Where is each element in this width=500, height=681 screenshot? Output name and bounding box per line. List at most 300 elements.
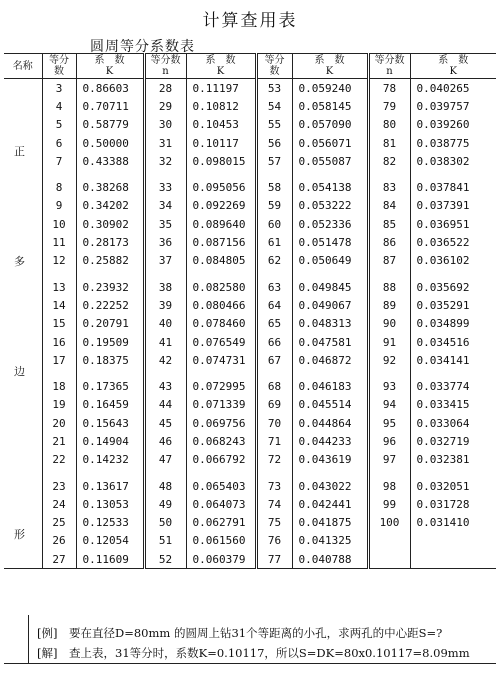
coefficient-cell: 0.043022 [292, 477, 368, 495]
division-count-cell: 20 [42, 414, 76, 432]
division-count-cell: 38 [144, 278, 186, 296]
coefficient-cell: 0.060379 [186, 550, 256, 569]
name-cell [4, 278, 42, 296]
table-row [4, 252, 496, 270]
coefficient-cell: 0.38268 [76, 178, 144, 196]
spacer-cell [42, 270, 76, 278]
division-count-cell: 81 [368, 134, 410, 152]
coefficient-cell: 0.28173 [76, 233, 144, 251]
spacer-cell [186, 369, 256, 377]
division-count-cell: 35 [144, 215, 186, 233]
coefficient-cell: 0.032381 [410, 451, 496, 469]
coefficient-cell: 0.035692 [410, 278, 496, 296]
division-count-cell: 68 [256, 377, 292, 395]
name-cell [4, 432, 42, 450]
coefficient-cell: 0.037391 [410, 197, 496, 215]
group-spacer [4, 469, 496, 477]
name-cell [4, 79, 42, 98]
spacer-cell [186, 170, 256, 178]
coefficient-cell: 0.037841 [410, 178, 496, 196]
coefficient-cell: 0.080466 [186, 296, 256, 314]
spacer-cell [4, 170, 42, 178]
division-count-cell: 53 [256, 79, 292, 98]
division-count-cell: 49 [144, 495, 186, 513]
division-count-cell: 94 [368, 396, 410, 414]
name-cell [4, 495, 42, 513]
division-count-cell: 19 [42, 396, 76, 414]
division-count-cell: 16 [42, 333, 76, 351]
name-cell [4, 414, 42, 432]
coefficient-cell: 0.70711 [76, 97, 144, 115]
name-char-2: 多 [14, 255, 25, 268]
group-spacer [4, 270, 496, 278]
coefficient-cell: 0.19509 [76, 333, 144, 351]
spacer-cell [368, 469, 410, 477]
coefficient-cell: 0.055087 [292, 152, 368, 170]
coefficient-cell: 0.041875 [292, 514, 368, 532]
coefficient-cell: 0.036951 [410, 215, 496, 233]
header-n-3-top: 等分 [264, 55, 285, 66]
coefficient-cell: 0.098015 [186, 152, 256, 170]
division-count-cell: 55 [256, 116, 292, 134]
coefficient-cell: 0.035291 [410, 296, 496, 314]
name-char-3: 边 [14, 365, 25, 378]
coefficient-cell: 0.11197 [186, 79, 256, 98]
division-count-cell: 29 [144, 97, 186, 115]
spacer-cell [186, 270, 256, 278]
header-k-4-top: 系 数 [438, 55, 469, 66]
header-n-1-bottom: 数 [54, 66, 64, 77]
coefficient-cell: 0.031410 [410, 514, 496, 532]
name-cell [4, 477, 42, 495]
coefficient-cell: 0.061560 [186, 532, 256, 550]
division-count-cell: 54 [256, 97, 292, 115]
division-count-cell: 56 [256, 134, 292, 152]
spacer-cell [368, 270, 410, 278]
division-count-cell: 51 [144, 532, 186, 550]
coefficient-cell: 0.078460 [186, 315, 256, 333]
spacer-cell [256, 369, 292, 377]
division-count-cell: 43 [144, 377, 186, 395]
worked-example [4, 615, 496, 664]
header-k-3-top: 系 数 [314, 55, 345, 66]
coefficient-cell: 0.041325 [292, 532, 368, 550]
coefficient-cell: 0.58779 [76, 116, 144, 134]
header-k-4-bottom: K [449, 66, 457, 77]
coefficient-cell: 0.047581 [292, 333, 368, 351]
spacer-cell [410, 170, 496, 178]
spacer-cell [4, 270, 42, 278]
header-k-1-top: 系 数 [94, 55, 125, 66]
table-row [4, 414, 496, 432]
coefficient-cell: 0.043619 [292, 451, 368, 469]
table-row [4, 532, 496, 550]
example-text: 要在直径D=80mm 的圆周上钻31个等距离的小孔，求两孔的中心距S=? [69, 626, 443, 640]
table-row [4, 233, 496, 251]
division-count-cell: 36 [144, 233, 186, 251]
coefficient-cell: 0.058145 [292, 97, 368, 115]
coefficient-cell: 0.034141 [410, 351, 496, 369]
name-cell [4, 377, 42, 395]
division-count-cell: 82 [368, 152, 410, 170]
table-title: 圆周等分系数表 [90, 39, 195, 55]
division-count-cell: 42 [144, 351, 186, 369]
coefficient-cell: 0.069756 [186, 414, 256, 432]
spacer-cell [410, 469, 496, 477]
division-count-cell: 63 [256, 278, 292, 296]
division-count-cell: 74 [256, 495, 292, 513]
division-count-cell: 41 [144, 333, 186, 351]
coefficient-cell: 0.13617 [76, 477, 144, 495]
header-n-1 [42, 54, 76, 79]
division-count-cell [368, 550, 410, 569]
division-count-cell: 33 [144, 178, 186, 196]
coefficient-cell: 0.044233 [292, 432, 368, 450]
spacer-cell [410, 369, 496, 377]
division-count-cell: 37 [144, 252, 186, 270]
division-count-cell: 22 [42, 451, 76, 469]
spacer-cell [4, 469, 42, 477]
coefficient-cell: 0.86603 [76, 79, 144, 98]
table-row [4, 351, 496, 369]
table-row [4, 116, 496, 134]
table-row [4, 97, 496, 115]
division-count-cell: 92 [368, 351, 410, 369]
coefficient-cell: 0.036522 [410, 233, 496, 251]
table-row [4, 377, 496, 395]
division-count-cell: 65 [256, 315, 292, 333]
table-row [4, 451, 496, 469]
spacer-cell [144, 270, 186, 278]
header-n-4-bottom: n [386, 66, 393, 77]
coefficient-cell: 0.30902 [76, 215, 144, 233]
division-count-cell: 78 [368, 79, 410, 98]
coefficient-cell: 0.038302 [410, 152, 496, 170]
coefficient-cell: 0.20791 [76, 315, 144, 333]
coefficient-cell: 0.039260 [410, 116, 496, 134]
table-row [4, 178, 496, 196]
header-n-4 [368, 54, 410, 79]
header-n-4-top: 等分数 [374, 55, 405, 66]
division-count-cell: 8 [42, 178, 76, 196]
header-name-label: 名称 [12, 60, 33, 72]
coefficient-cell: 0.10453 [186, 116, 256, 134]
division-count-cell: 98 [368, 477, 410, 495]
spacer-cell [368, 170, 410, 178]
coefficient-cell: 0.031728 [410, 495, 496, 513]
division-count-cell: 57 [256, 152, 292, 170]
coefficient-cell: 0.23932 [76, 278, 144, 296]
coefficient-cell: 0.50000 [76, 134, 144, 152]
spacer-cell [76, 270, 144, 278]
coefficient-cell: 0.076549 [186, 333, 256, 351]
coefficient-cell: 0.044864 [292, 414, 368, 432]
name-cell [4, 550, 42, 569]
division-count-cell: 91 [368, 333, 410, 351]
division-count-cell: 97 [368, 451, 410, 469]
division-count-cell: 58 [256, 178, 292, 196]
division-count-cell: 99 [368, 495, 410, 513]
coefficient-cell: 0.15643 [76, 414, 144, 432]
header-k-2-top: 系 数 [205, 55, 236, 66]
coefficient-cell: 0.089640 [186, 215, 256, 233]
name-cell [4, 215, 42, 233]
coefficient-cell: 0.072995 [186, 377, 256, 395]
coefficient-cell: 0.22252 [76, 296, 144, 314]
division-count-cell: 87 [368, 252, 410, 270]
spacer-cell [256, 170, 292, 178]
division-count-cell: 64 [256, 296, 292, 314]
spacer-cell [292, 469, 368, 477]
coefficient-cell: 0.036102 [410, 252, 496, 270]
division-count-cell: 50 [144, 514, 186, 532]
table-header-row [4, 54, 496, 79]
division-count-cell: 73 [256, 477, 292, 495]
coefficient-cell: 0.057090 [292, 116, 368, 134]
division-count-cell: 26 [42, 532, 76, 550]
coefficient-cell: 0.054138 [292, 178, 368, 196]
coefficient-cell: 0.13053 [76, 495, 144, 513]
coefficient-cell: 0.046183 [292, 377, 368, 395]
coefficient-cell: 0.033774 [410, 377, 496, 395]
coefficient-cell: 0.16459 [76, 396, 144, 414]
coefficient-cell: 0.43388 [76, 152, 144, 170]
spacer-cell [42, 469, 76, 477]
coefficient-cell: 0.050649 [292, 252, 368, 270]
coefficient-cell: 0.034516 [410, 333, 496, 351]
division-count-cell: 28 [144, 79, 186, 98]
name-char-1: 正 [14, 145, 25, 158]
division-count-cell: 86 [368, 233, 410, 251]
division-count-cell: 83 [368, 178, 410, 196]
coefficient-cell: 0.064073 [186, 495, 256, 513]
coefficient-cell: 0.034899 [410, 315, 496, 333]
division-count-cell: 75 [256, 514, 292, 532]
division-count-cell: 13 [42, 278, 76, 296]
division-count-cell [368, 532, 410, 550]
coefficient-cell: 0.056071 [292, 134, 368, 152]
solution-tag: [解] [37, 646, 58, 660]
spacer-cell [76, 170, 144, 178]
division-count-cell: 59 [256, 197, 292, 215]
group-spacer [4, 170, 496, 178]
coefficient-cell: 0.039757 [410, 97, 496, 115]
coefficient-cell: 0.11609 [76, 550, 144, 569]
division-count-cell: 80 [368, 116, 410, 134]
coefficient-cell [410, 550, 496, 569]
coefficient-cell: 0.040265 [410, 79, 496, 98]
division-count-cell: 77 [256, 550, 292, 569]
coefficient-cell: 0.25882 [76, 252, 144, 270]
division-count-cell: 47 [144, 451, 186, 469]
coefficient-cell: 0.038775 [410, 134, 496, 152]
division-count-cell: 12 [42, 252, 76, 270]
division-count-cell: 23 [42, 477, 76, 495]
coefficient-cell: 0.071339 [186, 396, 256, 414]
coefficient-cell: 0.051478 [292, 233, 368, 251]
example-tag: [例] [37, 626, 58, 640]
header-n-2 [144, 54, 186, 79]
table-row [4, 495, 496, 513]
coefficient-cell: 0.087156 [186, 233, 256, 251]
name-cell [4, 197, 42, 215]
name-cell [4, 451, 42, 469]
division-count-cell: 3 [42, 79, 76, 98]
spacer-cell [42, 170, 76, 178]
header-n-3-bottom: 数 [269, 66, 280, 77]
header-n-3 [256, 54, 292, 79]
spacer-cell [144, 369, 186, 377]
coefficient-cell: 0.049845 [292, 278, 368, 296]
header-k-3 [292, 54, 368, 79]
header-name [4, 54, 42, 79]
division-count-cell: 88 [368, 278, 410, 296]
name-cell [4, 333, 42, 351]
coefficient-cell: 0.14904 [76, 432, 144, 450]
coefficient-cell: 0.042441 [292, 495, 368, 513]
spacer-cell [186, 469, 256, 477]
spacer-cell [368, 369, 410, 377]
division-count-cell: 95 [368, 414, 410, 432]
spacer-cell [292, 369, 368, 377]
coefficient-cell: 0.053222 [292, 197, 368, 215]
coefficient-cell: 0.092269 [186, 197, 256, 215]
division-count-cell: 44 [144, 396, 186, 414]
coefficient-cell: 0.046872 [292, 351, 368, 369]
division-count-cell: 6 [42, 134, 76, 152]
division-count-cell: 10 [42, 215, 76, 233]
group-spacer [4, 369, 496, 377]
coefficient-cell: 0.032051 [410, 477, 496, 495]
division-count-cell: 40 [144, 315, 186, 333]
table-row [4, 477, 496, 495]
division-count-cell: 39 [144, 296, 186, 314]
division-count-cell: 27 [42, 550, 76, 569]
spacer-cell [292, 270, 368, 278]
table-body [4, 79, 496, 569]
header-n-1-top: 等分 [49, 55, 69, 66]
solution-line [37, 645, 470, 661]
division-count-cell: 76 [256, 532, 292, 550]
coefficient-cell: 0.084805 [186, 252, 256, 270]
coefficient-cell: 0.052336 [292, 215, 368, 233]
coefficient-cell: 0.12533 [76, 514, 144, 532]
name-char-4: 形 [14, 528, 25, 541]
spacer-cell [76, 469, 144, 477]
coefficient-cell: 0.049067 [292, 296, 368, 314]
name-cell [4, 396, 42, 414]
header-k-2 [186, 54, 256, 79]
spacer-cell [256, 469, 292, 477]
spacer-cell [292, 170, 368, 178]
table-row [4, 296, 496, 314]
coefficient-cell: 0.040788 [292, 550, 368, 569]
division-count-cell: 84 [368, 197, 410, 215]
coefficient-cell: 0.095056 [186, 178, 256, 196]
division-count-cell: 71 [256, 432, 292, 450]
header-k-4 [410, 54, 496, 79]
table-row [4, 432, 496, 450]
table-row [4, 134, 496, 152]
header-n-2-bottom: n [162, 66, 169, 77]
coefficient-cell: 0.18375 [76, 351, 144, 369]
header-k-2-bottom: K [216, 66, 225, 77]
division-count-cell: 14 [42, 296, 76, 314]
coefficient-cell: 0.082580 [186, 278, 256, 296]
table-row [4, 315, 496, 333]
division-count-cell: 79 [368, 97, 410, 115]
division-count-cell: 32 [144, 152, 186, 170]
coefficient-cell: 0.032719 [410, 432, 496, 450]
spacer-cell [42, 369, 76, 377]
table-row [4, 197, 496, 215]
name-cell [4, 178, 42, 196]
division-count-cell: 67 [256, 351, 292, 369]
table-row [4, 152, 496, 170]
name-cell [4, 116, 42, 134]
division-count-cell: 85 [368, 215, 410, 233]
division-count-cell: 18 [42, 377, 76, 395]
header-n-2-top: 等分数 [150, 55, 181, 66]
name-cell [4, 97, 42, 115]
coefficient-cell: 0.10117 [186, 134, 256, 152]
coefficient-cell: 0.062791 [186, 514, 256, 532]
division-count-cell: 30 [144, 116, 186, 134]
division-count-cell: 72 [256, 451, 292, 469]
division-count-cell: 9 [42, 197, 76, 215]
division-count-cell: 96 [368, 432, 410, 450]
division-count-cell: 21 [42, 432, 76, 450]
spacer-cell [144, 469, 186, 477]
coefficient-cell: 0.048313 [292, 315, 368, 333]
header-k-3-bottom: K [325, 66, 334, 77]
spacer-cell [76, 369, 144, 377]
table-row [4, 215, 496, 233]
division-count-cell: 100 [368, 514, 410, 532]
name-cell [4, 233, 42, 251]
spacer-cell [144, 170, 186, 178]
division-count-cell: 69 [256, 396, 292, 414]
division-count-cell: 46 [144, 432, 186, 450]
division-count-cell: 60 [256, 215, 292, 233]
division-count-cell: 61 [256, 233, 292, 251]
division-count-cell: 90 [368, 315, 410, 333]
coefficient-cell: 0.059240 [292, 79, 368, 98]
coefficient-cell: 0.34202 [76, 197, 144, 215]
division-count-cell: 34 [144, 197, 186, 215]
coefficient-cell: 0.033415 [410, 396, 496, 414]
division-count-cell: 93 [368, 377, 410, 395]
division-count-cell: 45 [144, 414, 186, 432]
table-row [4, 550, 496, 569]
coefficient-cell: 0.12054 [76, 532, 144, 550]
document-title: 计算查用表 [202, 11, 298, 31]
table-row [4, 278, 496, 296]
coefficient-cell: 0.065403 [186, 477, 256, 495]
division-count-cell: 15 [42, 315, 76, 333]
coefficient-cell [410, 532, 496, 550]
coefficient-cell: 0.14232 [76, 451, 144, 469]
coefficient-cell: 0.033064 [410, 414, 496, 432]
footer-divider [28, 615, 29, 663]
name-cell [4, 315, 42, 333]
coefficient-cell: 0.074731 [186, 351, 256, 369]
table-row [4, 396, 496, 414]
example-line [37, 625, 442, 641]
division-count-cell: 48 [144, 477, 186, 495]
division-count-cell: 70 [256, 414, 292, 432]
header-k-1 [76, 54, 144, 79]
